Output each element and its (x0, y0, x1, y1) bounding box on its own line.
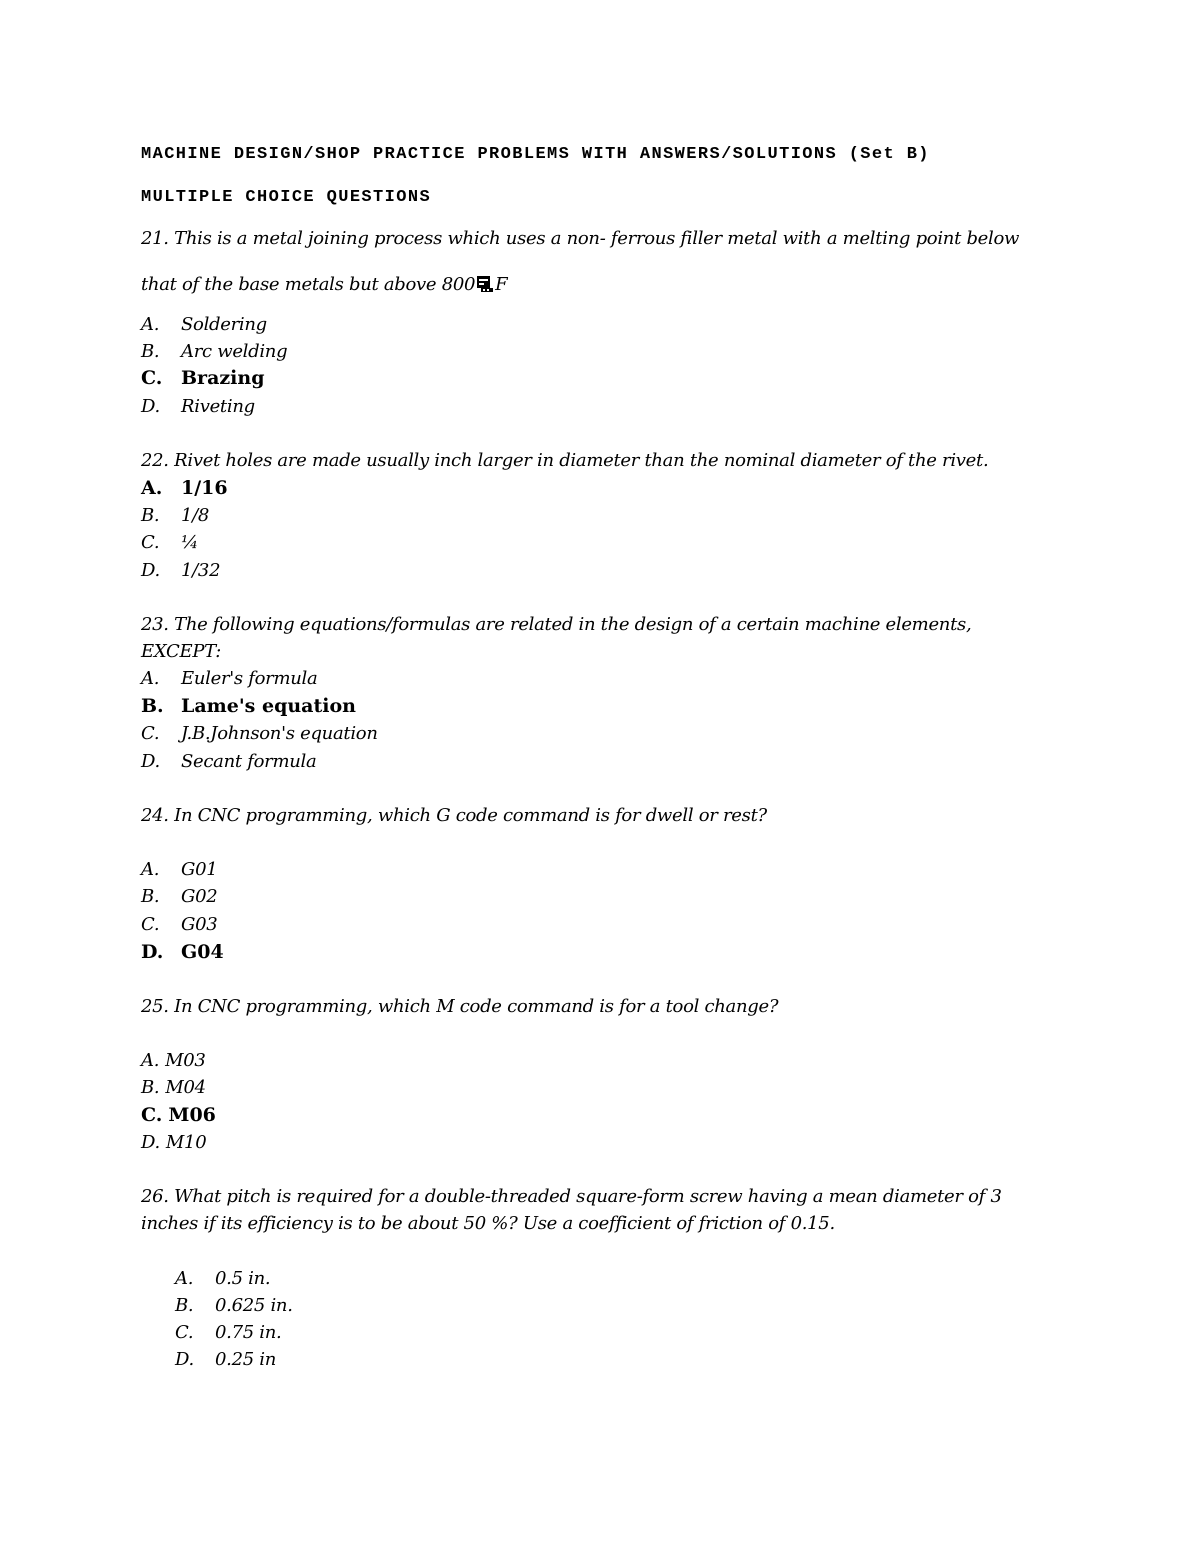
option-letter: A. (141, 859, 160, 880)
option-text: Soldering (181, 314, 267, 335)
option-letter: C. (141, 532, 160, 553)
option-text: 0.5 in. (215, 1268, 271, 1289)
question-26-stem: 26. What pitch is required for a double-threaded square-form screw having a mean diameter of 3 (141, 1186, 1002, 1207)
question-23-stem-continued: EXCEPT: (141, 641, 221, 662)
q25-option-d (141, 1134, 206, 1152)
option-letter: A. (141, 1050, 160, 1071)
option-letter: D. (141, 560, 160, 581)
option-text: M06 (168, 1104, 216, 1126)
option-text: Secant formula (181, 751, 317, 772)
option-letter: A. (141, 477, 163, 499)
q26-option-d (175, 1351, 276, 1369)
q22-option-d (141, 562, 220, 580)
q22-option-a-answer (141, 479, 228, 498)
question-21-stem: 21. This is a metal joining process which uses a non- ferrous filler metal with a melting point below (141, 228, 1020, 249)
question-24-stem: 24. In CNC programming, which G code command is for dwell or rest? (141, 805, 767, 826)
question-21-stem-text: that of the base metals but above 800 (141, 274, 476, 295)
option-text: Riveting (181, 396, 255, 417)
question-26-stem-continued: inches if its efficiency is to be about 50 %? Use a coefficient of friction of 0.15. (141, 1213, 835, 1234)
option-letter: C. (141, 723, 160, 744)
option-letter: D. (141, 396, 160, 417)
option-text: G01 (181, 859, 218, 880)
option-text: 0.625 in. (215, 1295, 293, 1316)
q24-option-b (141, 888, 217, 906)
option-letter: B. (141, 695, 164, 717)
option-letter: A. (175, 1268, 194, 1289)
q24-option-a (141, 861, 217, 879)
q25-option-c-answer (141, 1106, 216, 1125)
q21-option-c-answer (141, 369, 265, 388)
q21-option-a (141, 316, 267, 334)
option-letter: C. (141, 1104, 163, 1126)
q22-option-b (141, 507, 209, 525)
q21-option-d (141, 398, 255, 416)
q24-option-c (141, 916, 217, 934)
q22-option-c (141, 534, 198, 552)
document-title: MACHINE DESIGN/SHOP PRACTICE PROBLEMS WITH ANSWERS/SOLUTIONS (Set B) (141, 145, 930, 164)
q24-option-d-answer (141, 943, 224, 962)
q23-option-d (141, 753, 316, 771)
question-21-stem-unit: F (495, 274, 508, 295)
option-letter: C. (141, 914, 160, 935)
q25-option-b (141, 1079, 206, 1097)
option-letter: C. (175, 1322, 194, 1343)
degree-glyph-icon (475, 273, 495, 293)
section-heading: MULTIPLE CHOICE QUESTIONS (141, 188, 432, 207)
option-text: G02 (181, 886, 218, 907)
option-text: Lame's equation (181, 695, 356, 717)
option-text: 0.25 in (215, 1349, 277, 1370)
q26-option-c (175, 1324, 281, 1342)
option-letter: B. (141, 1077, 160, 1098)
q23-option-c (141, 725, 378, 743)
option-text: 0.75 in. (215, 1322, 282, 1343)
option-text: 1/32 (181, 560, 221, 581)
option-text: 1/8 (181, 505, 210, 526)
option-text: J.B.Johnson's equation (181, 723, 378, 744)
q25-option-a (141, 1052, 206, 1070)
question-25-stem: 25. In CNC programming, which M code command is for a tool change? (141, 996, 779, 1017)
option-letter: C. (141, 367, 163, 389)
option-letter: B. (141, 341, 160, 362)
question-21-stem-continued (141, 273, 507, 294)
option-text: G03 (181, 914, 218, 935)
question-23-stem: 23. The following equations/formulas are related in the design of a certain machine elements, (141, 614, 972, 635)
option-letter: B. (141, 505, 160, 526)
option-letter: B. (175, 1295, 194, 1316)
option-letter: D. (175, 1349, 194, 1370)
q21-option-b (141, 343, 287, 361)
q23-option-b-answer (141, 697, 356, 716)
option-letter: D. (141, 1132, 160, 1153)
option-letter: D. (141, 941, 164, 963)
option-text: ¼ (181, 532, 199, 553)
option-text: G04 (181, 941, 224, 963)
option-letter: B. (141, 886, 160, 907)
option-text: Arc welding (181, 341, 288, 362)
option-letter: A. (141, 314, 160, 335)
option-text: Euler's formula (181, 668, 318, 689)
q26-option-b (175, 1297, 293, 1315)
option-letter: A. (141, 668, 160, 689)
option-text: M10 (165, 1132, 207, 1153)
q26-option-a (175, 1270, 270, 1288)
option-letter: D. (141, 751, 160, 772)
question-22-stem: 22. Rivet holes are made usually inch larger in diameter than the nominal diameter of the rivet. (141, 450, 989, 471)
option-text: Brazing (181, 367, 265, 389)
option-text: 1/16 (181, 477, 228, 499)
q23-option-a (141, 670, 317, 688)
option-text: M04 (165, 1077, 206, 1098)
option-text: M03 (165, 1050, 206, 1071)
